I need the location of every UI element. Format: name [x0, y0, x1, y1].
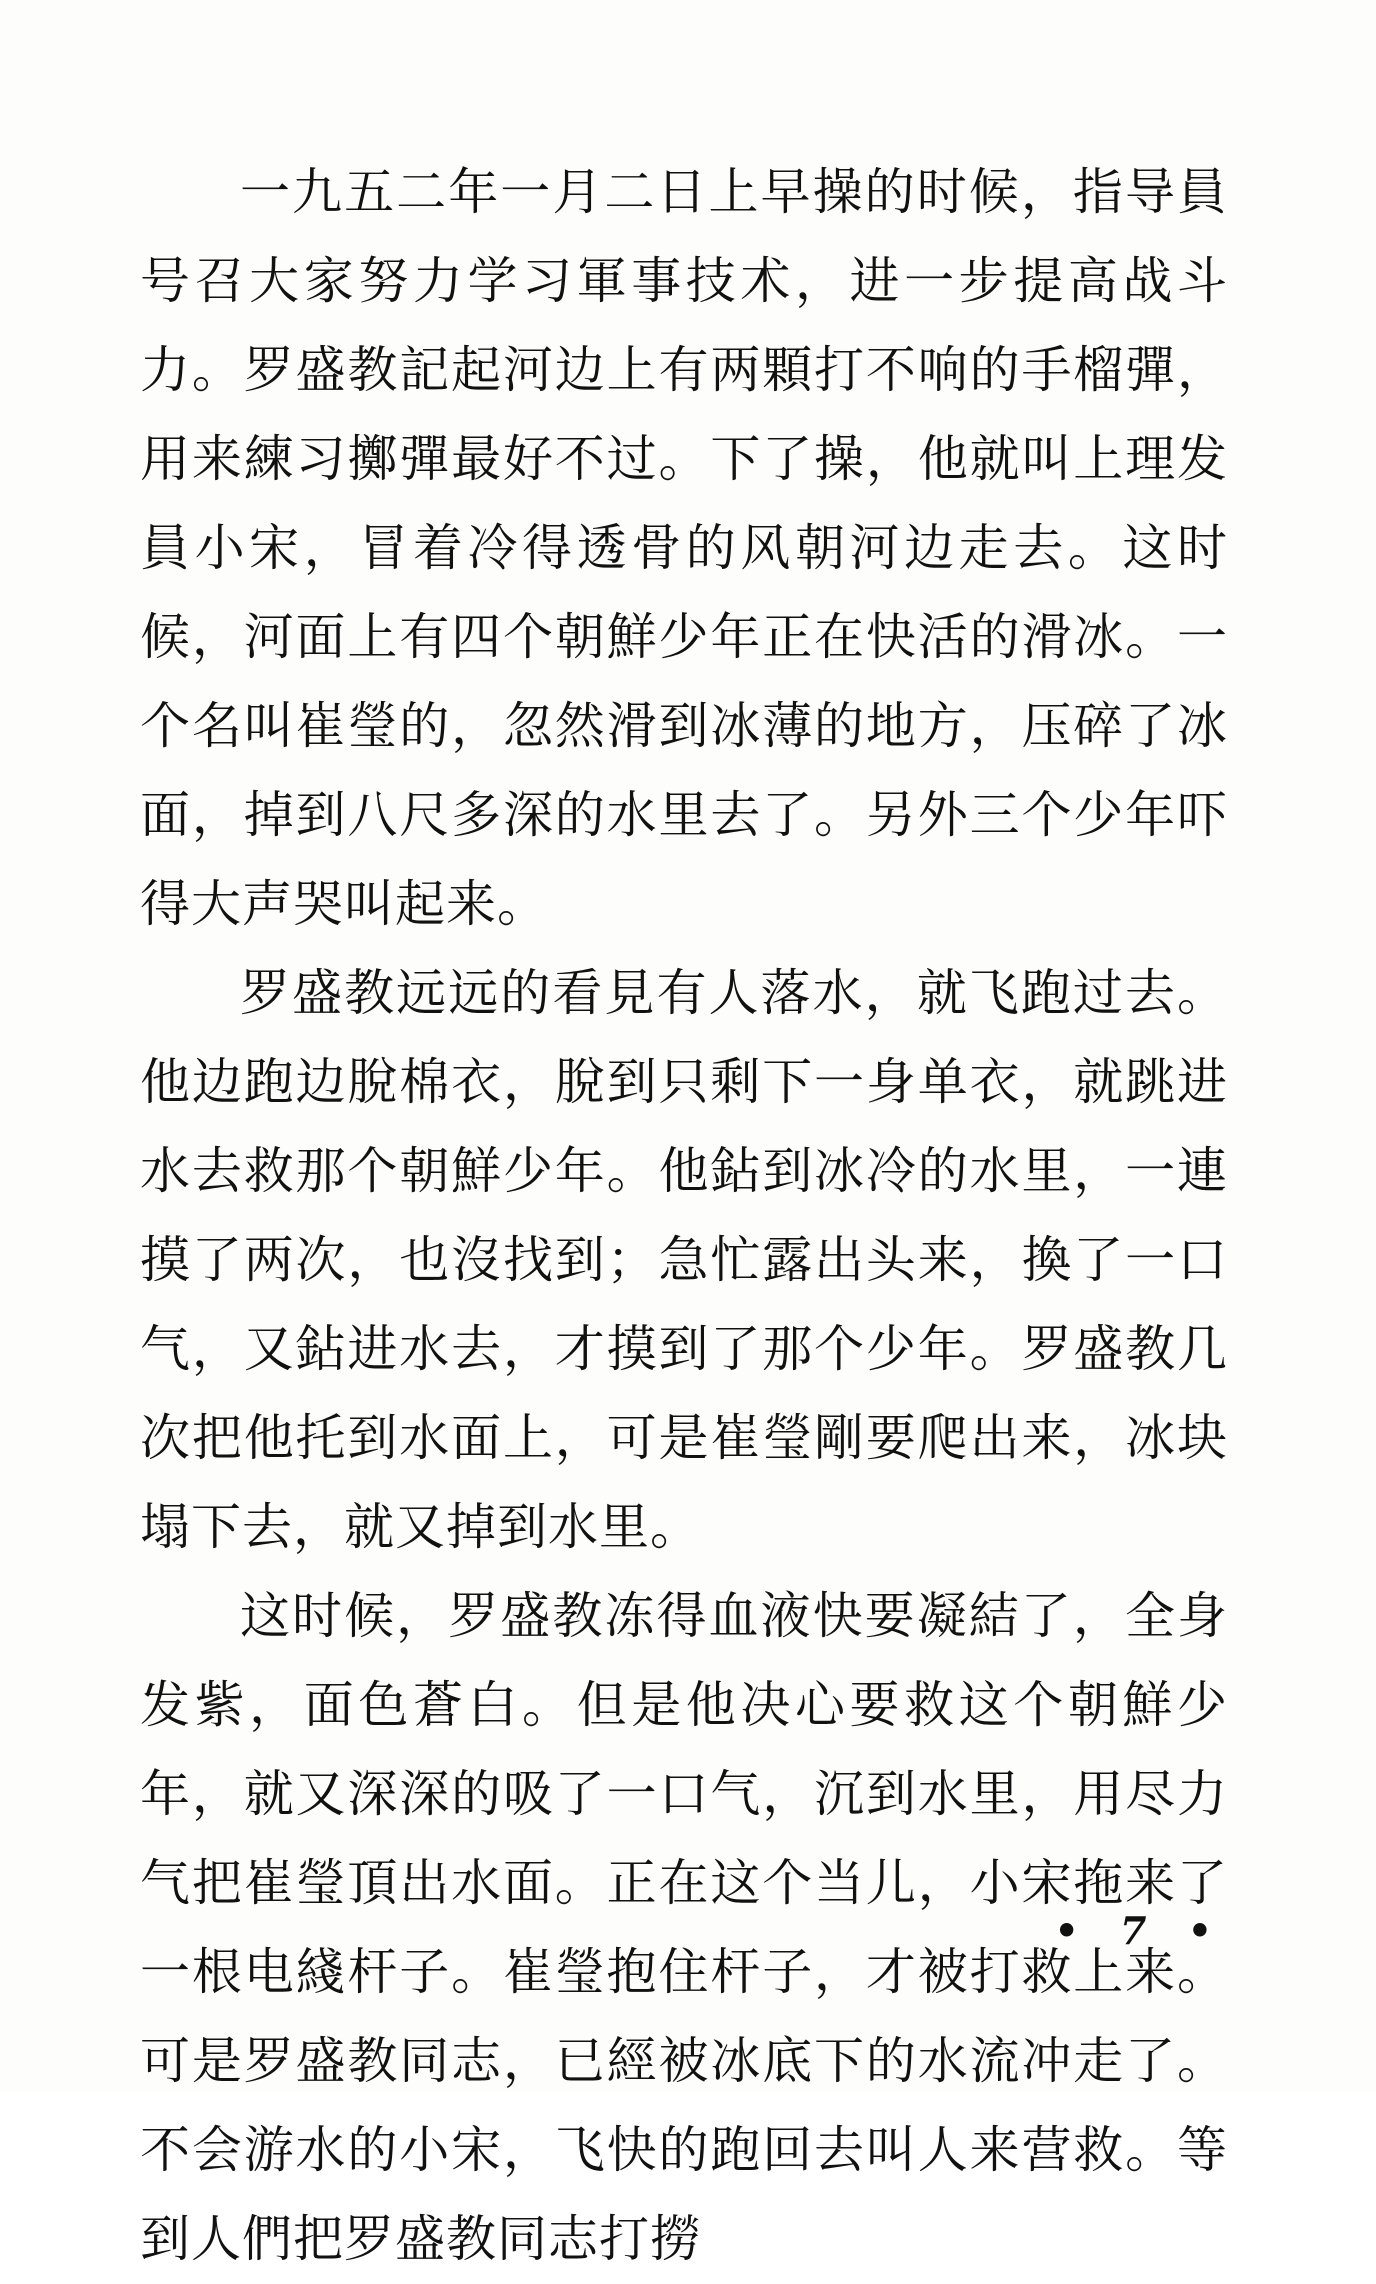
page-number: • 7 •	[1054, 1908, 1226, 1953]
paragraph-2: 罗盛教远远的看見有人落水，就飞跑过去。他边跑边脫棉衣，脫到只剩下一身单衣，就跳进水去救那个朝鮮少年。他鉆到冰冷的水里，一連摸了两次，也沒找到；急忙露出头来，換了一口气，又鉆进水去，才摸到了那个少年。罗盛教几次把他托到水面上，可是崔瑩剛要爬出来，冰块塌下去，就又掉到水里。	[140, 964, 1228, 1556]
body-text	[140, 148, 1228, 2284]
paragraph-1: 一九五二年一月二日上早操的时候，指导員号召大家努力学习軍事技术，进一步提高战斗力。罗盛教記起河边上有两顆打不响的手榴彈，用来練习擲彈最好不过。下了操，他就叫上理发員小宋，冒着冷得透骨的风朝河边走去。这时候，河面上有四个朝鮮少年正在快活的滑冰。一个名叫崔瑩的，忽然滑到冰薄的地方，压碎了冰面，掉到八尺多深的水里去了。另外三个少年吓得大声哭叫起来。	[140, 163, 1228, 933]
paragraph-3: 这时候，罗盛教冻得血液快要凝結了，全身发紫，面色蒼白。但是他决心要救这个朝鮮少年，就又深深的吸了一口气，沉到水里，用尽力气把崔瑩頂出水面。正在这个当儿，小宋拖来了一根电綫杆子。崔瑩抱住杆子，才被打救上来。可是罗盛教同志，已經被冰底下的水流冲走了。不会游水的小宋，飞快的跑回去叫人来营救。等到人們把罗盛教同志打撈	[140, 1587, 1228, 2268]
